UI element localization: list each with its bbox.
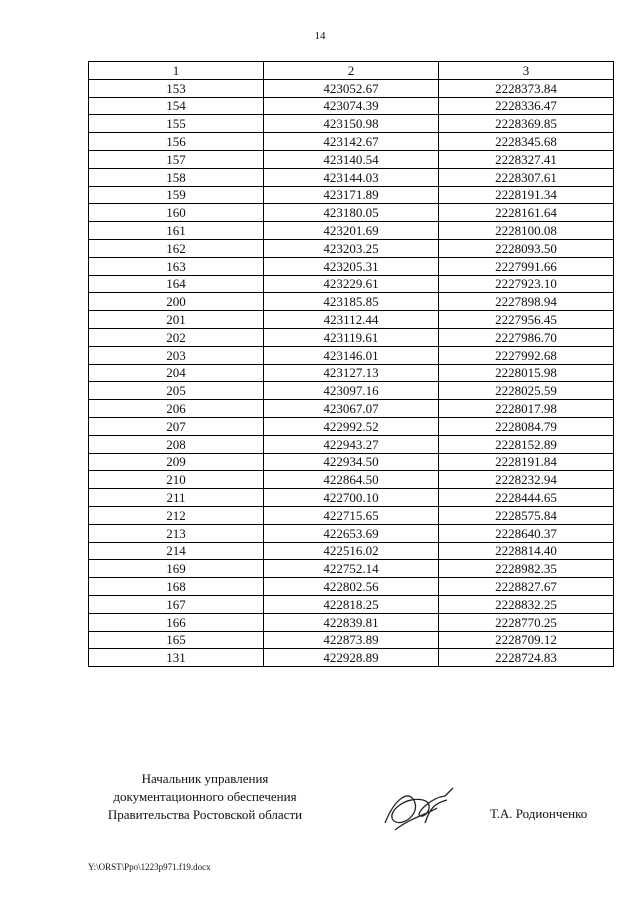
table-row xyxy=(89,168,614,186)
table-row xyxy=(89,364,614,382)
table-cell-col-1: 210 xyxy=(89,471,264,489)
file-path: Y:\ORST\Ppo\1223p971.f19.docx xyxy=(88,862,211,872)
table-cell-col-1: 154 xyxy=(89,97,264,115)
table-row xyxy=(89,133,614,151)
table-row xyxy=(89,257,614,275)
table-cell-col-3: 2228093.50 xyxy=(439,239,614,257)
table-row xyxy=(89,186,614,204)
table-cell-col-3: 2228724.83 xyxy=(439,649,614,667)
table-row xyxy=(89,435,614,453)
table-cell-col-3: 2228017.98 xyxy=(439,400,614,418)
table-cell-col-3: 2228444.65 xyxy=(439,489,614,507)
table-row xyxy=(89,489,614,507)
table-cell-col-2: 423142.67 xyxy=(264,133,439,151)
table-row xyxy=(89,649,614,667)
table-cell-col-3: 2228709.12 xyxy=(439,631,614,649)
table-cell-col-1: 207 xyxy=(89,417,264,435)
signature-block xyxy=(80,770,330,824)
table-cell-col-1: 155 xyxy=(89,115,264,133)
table-row xyxy=(89,578,614,596)
table-cell-col-2: 423229.61 xyxy=(264,275,439,293)
table-row xyxy=(89,222,614,240)
table-cell-col-3: 2228232.94 xyxy=(439,471,614,489)
table-cell-col-2: 423097.16 xyxy=(264,382,439,400)
column-header-2: 2 xyxy=(264,62,439,80)
table-cell-col-3: 2228327.41 xyxy=(439,150,614,168)
table-cell-col-2: 423067.07 xyxy=(264,400,439,418)
table-cell-col-1: 153 xyxy=(89,79,264,97)
table-cell-col-3: 2228827.67 xyxy=(439,578,614,596)
signer-name: Т.А. Родионченко xyxy=(490,806,588,821)
table-cell-col-2: 422818.25 xyxy=(264,595,439,613)
column-header-3: 3 xyxy=(439,62,614,80)
table-cell-col-1: 160 xyxy=(89,204,264,222)
table-cell-col-1: 162 xyxy=(89,239,264,257)
table-cell-col-2: 422864.50 xyxy=(264,471,439,489)
table-row xyxy=(89,524,614,542)
table-cell-col-1: 201 xyxy=(89,311,264,329)
table-row xyxy=(89,471,614,489)
table-cell-col-1: 165 xyxy=(89,631,264,649)
table-cell-col-1: 161 xyxy=(89,222,264,240)
table-cell-col-3: 2228345.68 xyxy=(439,133,614,151)
table-cell-col-1: 206 xyxy=(89,400,264,418)
table-cell-col-2: 422992.52 xyxy=(264,417,439,435)
table-cell-col-3: 2228100.08 xyxy=(439,222,614,240)
table-cell-col-3: 2228307.61 xyxy=(439,168,614,186)
table-cell-col-1: 168 xyxy=(89,578,264,596)
table-cell-col-3: 2228191.84 xyxy=(439,453,614,471)
table-row xyxy=(89,417,614,435)
table-cell-col-3: 2228191.34 xyxy=(439,186,614,204)
table-cell-col-3: 2228982.35 xyxy=(439,560,614,578)
table-cell-col-1: 203 xyxy=(89,346,264,364)
signer-title-line: Правительства Ростовской области xyxy=(107,807,303,822)
table-cell-col-3: 2228025.59 xyxy=(439,382,614,400)
table-row xyxy=(89,595,614,613)
table-cell-col-1: 166 xyxy=(89,613,264,631)
table-cell-col-2: 423127.13 xyxy=(264,364,439,382)
table-cell-col-2: 422516.02 xyxy=(264,542,439,560)
signer-title-line: Начальник управления xyxy=(141,771,269,786)
table-cell-col-1: 131 xyxy=(89,649,264,667)
table-cell-col-1: 167 xyxy=(89,595,264,613)
table-cell-col-2: 423185.85 xyxy=(264,293,439,311)
table-row xyxy=(89,506,614,524)
table-cell-col-2: 422752.14 xyxy=(264,560,439,578)
table-cell-col-3: 2228373.84 xyxy=(439,79,614,97)
table-cell-col-2: 422943.27 xyxy=(264,435,439,453)
table-cell-col-1: 213 xyxy=(89,524,264,542)
table-cell-col-1: 157 xyxy=(89,150,264,168)
table-row xyxy=(89,542,614,560)
table-row xyxy=(89,382,614,400)
table-cell-col-3: 2228015.98 xyxy=(439,364,614,382)
table-cell-col-1: 211 xyxy=(89,489,264,507)
table-cell-col-2: 423180.05 xyxy=(264,204,439,222)
table-cell-col-1: 159 xyxy=(89,186,264,204)
table-cell-col-2: 423052.67 xyxy=(264,79,439,97)
table-row xyxy=(89,150,614,168)
table-cell-col-3: 2227991.66 xyxy=(439,257,614,275)
table-cell-col-2: 423140.54 xyxy=(264,150,439,168)
table-row xyxy=(89,204,614,222)
table-cell-col-1: 158 xyxy=(89,168,264,186)
table-cell-col-2: 422715.65 xyxy=(264,506,439,524)
table-cell-col-3: 2227992.68 xyxy=(439,346,614,364)
table-cell-col-1: 202 xyxy=(89,328,264,346)
table-cell-col-2: 423144.03 xyxy=(264,168,439,186)
table-row xyxy=(89,293,614,311)
table-cell-col-3: 2227986.70 xyxy=(439,328,614,346)
table-cell-col-1: 208 xyxy=(89,435,264,453)
table-row xyxy=(89,613,614,631)
table-cell-col-2: 422928.89 xyxy=(264,649,439,667)
table-cell-col-1: 164 xyxy=(89,275,264,293)
table-header xyxy=(89,62,614,80)
table-cell-col-3: 2228814.40 xyxy=(439,542,614,560)
table-cell-col-1: 205 xyxy=(89,382,264,400)
table-cell-col-3: 2228369.85 xyxy=(439,115,614,133)
column-header-1: 1 xyxy=(89,62,264,80)
table-cell-col-1: 169 xyxy=(89,560,264,578)
table-cell-col-2: 423171.89 xyxy=(264,186,439,204)
table-row xyxy=(89,400,614,418)
table-cell-col-2: 423205.31 xyxy=(264,257,439,275)
table-cell-col-1: 163 xyxy=(89,257,264,275)
table-row xyxy=(89,115,614,133)
table-cell-col-3: 2228770.25 xyxy=(439,613,614,631)
table-cell-col-1: 214 xyxy=(89,542,264,560)
page-number: 14 xyxy=(314,30,326,42)
table-cell-col-3: 2227923.10 xyxy=(439,275,614,293)
table-cell-col-3: 2228640.37 xyxy=(439,524,614,542)
table-cell-col-1: 212 xyxy=(89,506,264,524)
table-row xyxy=(89,631,614,649)
table-cell-col-2: 423150.98 xyxy=(264,115,439,133)
table-cell-col-2: 422934.50 xyxy=(264,453,439,471)
table-body xyxy=(89,79,614,666)
table-row xyxy=(89,311,614,329)
table-row xyxy=(89,79,614,97)
table-row xyxy=(89,239,614,257)
table-cell-col-2: 423201.69 xyxy=(264,222,439,240)
table-cell-col-3: 2228161.64 xyxy=(439,204,614,222)
table-row xyxy=(89,453,614,471)
table-row xyxy=(89,560,614,578)
table-cell-col-1: 204 xyxy=(89,364,264,382)
table-row xyxy=(89,97,614,115)
table-cell-col-3: 2228575.84 xyxy=(439,506,614,524)
table-cell-col-3: 2228336.47 xyxy=(439,97,614,115)
table-row xyxy=(89,346,614,364)
table-cell-col-3: 2227956.45 xyxy=(439,311,614,329)
table-cell-col-2: 423119.61 xyxy=(264,328,439,346)
table-cell-col-1: 209 xyxy=(89,453,264,471)
table-cell-col-2: 422700.10 xyxy=(264,489,439,507)
table-row xyxy=(89,328,614,346)
table-cell-col-3: 2227898.94 xyxy=(439,293,614,311)
table-cell-col-2: 422873.89 xyxy=(264,631,439,649)
table-cell-col-2: 423203.25 xyxy=(264,239,439,257)
table-cell-col-2: 423074.39 xyxy=(264,97,439,115)
table-cell-col-1: 156 xyxy=(89,133,264,151)
table-cell-col-3: 2228832.25 xyxy=(439,595,614,613)
handwritten-signature xyxy=(375,778,465,838)
table-row xyxy=(89,275,614,293)
table-cell-col-2: 423146.01 xyxy=(264,346,439,364)
signer-title-line: документационного обеспечения xyxy=(113,789,297,804)
table-cell-col-2: 423112.44 xyxy=(264,311,439,329)
table-cell-col-2: 422802.56 xyxy=(264,578,439,596)
table-cell-col-3: 2228084.79 xyxy=(439,417,614,435)
table-cell-col-2: 422653.69 xyxy=(264,524,439,542)
table-cell-col-2: 422839.81 xyxy=(264,613,439,631)
table-header-row xyxy=(89,62,614,80)
coordinates-table xyxy=(88,61,614,667)
table-cell-col-3: 2228152.89 xyxy=(439,435,614,453)
table-cell-col-1: 200 xyxy=(89,293,264,311)
